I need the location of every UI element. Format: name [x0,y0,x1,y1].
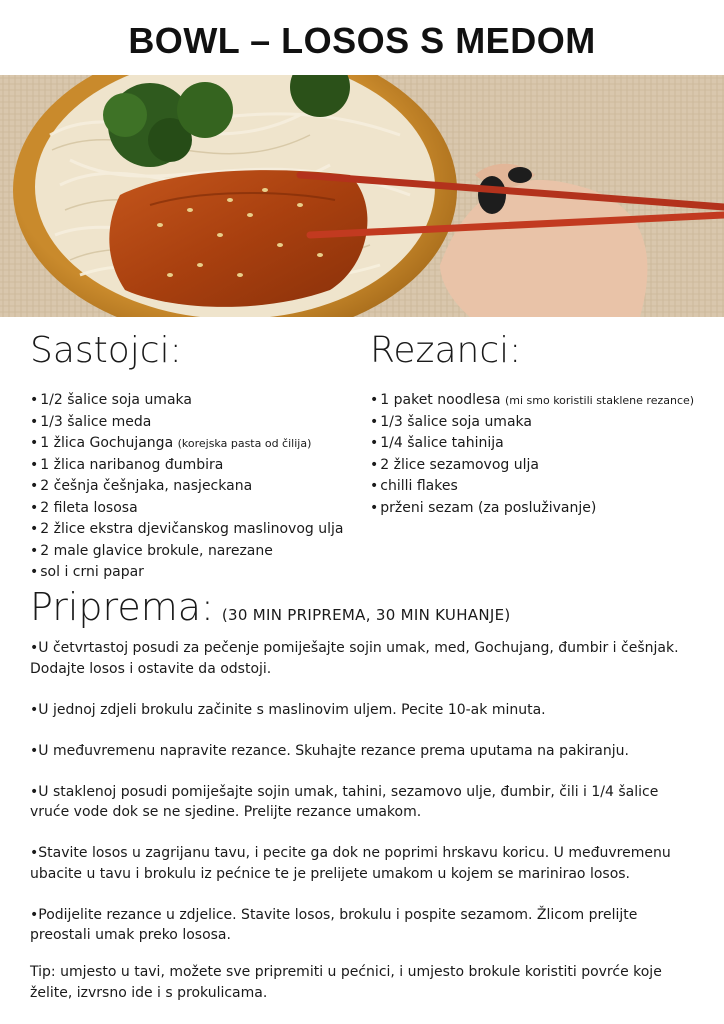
list-item: • 1/2 šalice soja umaka [30,390,343,412]
rezanci-list [370,390,694,519]
priprema-title: Priprema: [30,585,214,629]
priprema-heading [30,585,511,629]
list-item: • 1 žlica Gochujanga (korejska pasta od čilija) [30,433,343,455]
step-paragraph: •U četvrtastoj posudi za pečenje pomiješajte sojin umak, med, Gochujang, đumbir i češnjak. Dodajte losos i ostavite da odstoji. [30,640,679,677]
list-item: • 1 paket noodlesa (mi smo koristili staklene rezance) [370,390,694,412]
list-item: • 1/3 šalice meda [30,412,343,434]
sastojci-heading: Sastojci: [30,330,182,371]
list-item: • 2 češnja češnjaka, nasjeckana [30,476,343,498]
list-item: • prženi sezam (za posluživanje) [370,498,694,520]
tip-paragraph: Tip: umjesto u tavi, možete sve pripremiti u pećnici, i umjesto brokule koristiti povrće koje želite, izvrsno ide i s prokulicama. [30,964,662,1001]
step-paragraph: •Stavite losos u zagrijanu tavu, i pecite ga dok ne poprimi hrskavu koricu. U međuvremenu ubacite u tavu i brokulu iz pećnice te je prelijete umakom u kojem se marinirao losos. [30,845,671,882]
list-item: • 2 žlice sezamovog ulja [370,455,694,477]
sastojci-list [30,390,343,584]
list-item: • chilli flakes [370,476,694,498]
rezanci-heading: Rezanci: [370,330,522,371]
step-paragraph: •U staklenoj posudi pomiješajte sojin umak, tahini, sezamovo ulje, đumbir, čili i 1/4 šalice vruće vode dok se ne sjedine. Prelijte rezance umakom. [30,783,659,820]
priprema-time: (30 MIN PRIPREMA, 30 MIN KUHANJE) [221,606,511,624]
list-item: • 1/3 šalice soja umaka [370,412,694,434]
list-item: • 1/4 šalice tahinija [370,433,694,455]
list-item: • 2 male glavice brokule, narezane [30,541,343,563]
list-item: • 1 žlica naribanog đumbira [30,455,343,477]
priprema-steps [30,638,698,966]
list-item: • 2 žlice ekstra djevičanskog maslinovog ulja [30,519,343,541]
step-paragraph: •U jednoj zdjeli brokulu začinite s maslinovim uljem. Pecite 10-ak minuta. [30,701,546,718]
list-item: • 2 fileta lososa [30,498,343,520]
step-paragraph: •U međuvremenu napravite rezance. Skuhajte rezance prema uputama na pakiranju. [30,742,629,759]
list-item: • sol i crni papar [30,562,343,584]
salmon-noodle-bowl-photo [0,75,724,317]
step-paragraph: •Podijelite rezance u zdjelice. Stavite losos, brokulu i pospite sezamom. Žlicom prelijte preostali umak preko lososa. [30,906,638,943]
page-title: BOWL – LOSOS S MEDOM [128,20,596,61]
